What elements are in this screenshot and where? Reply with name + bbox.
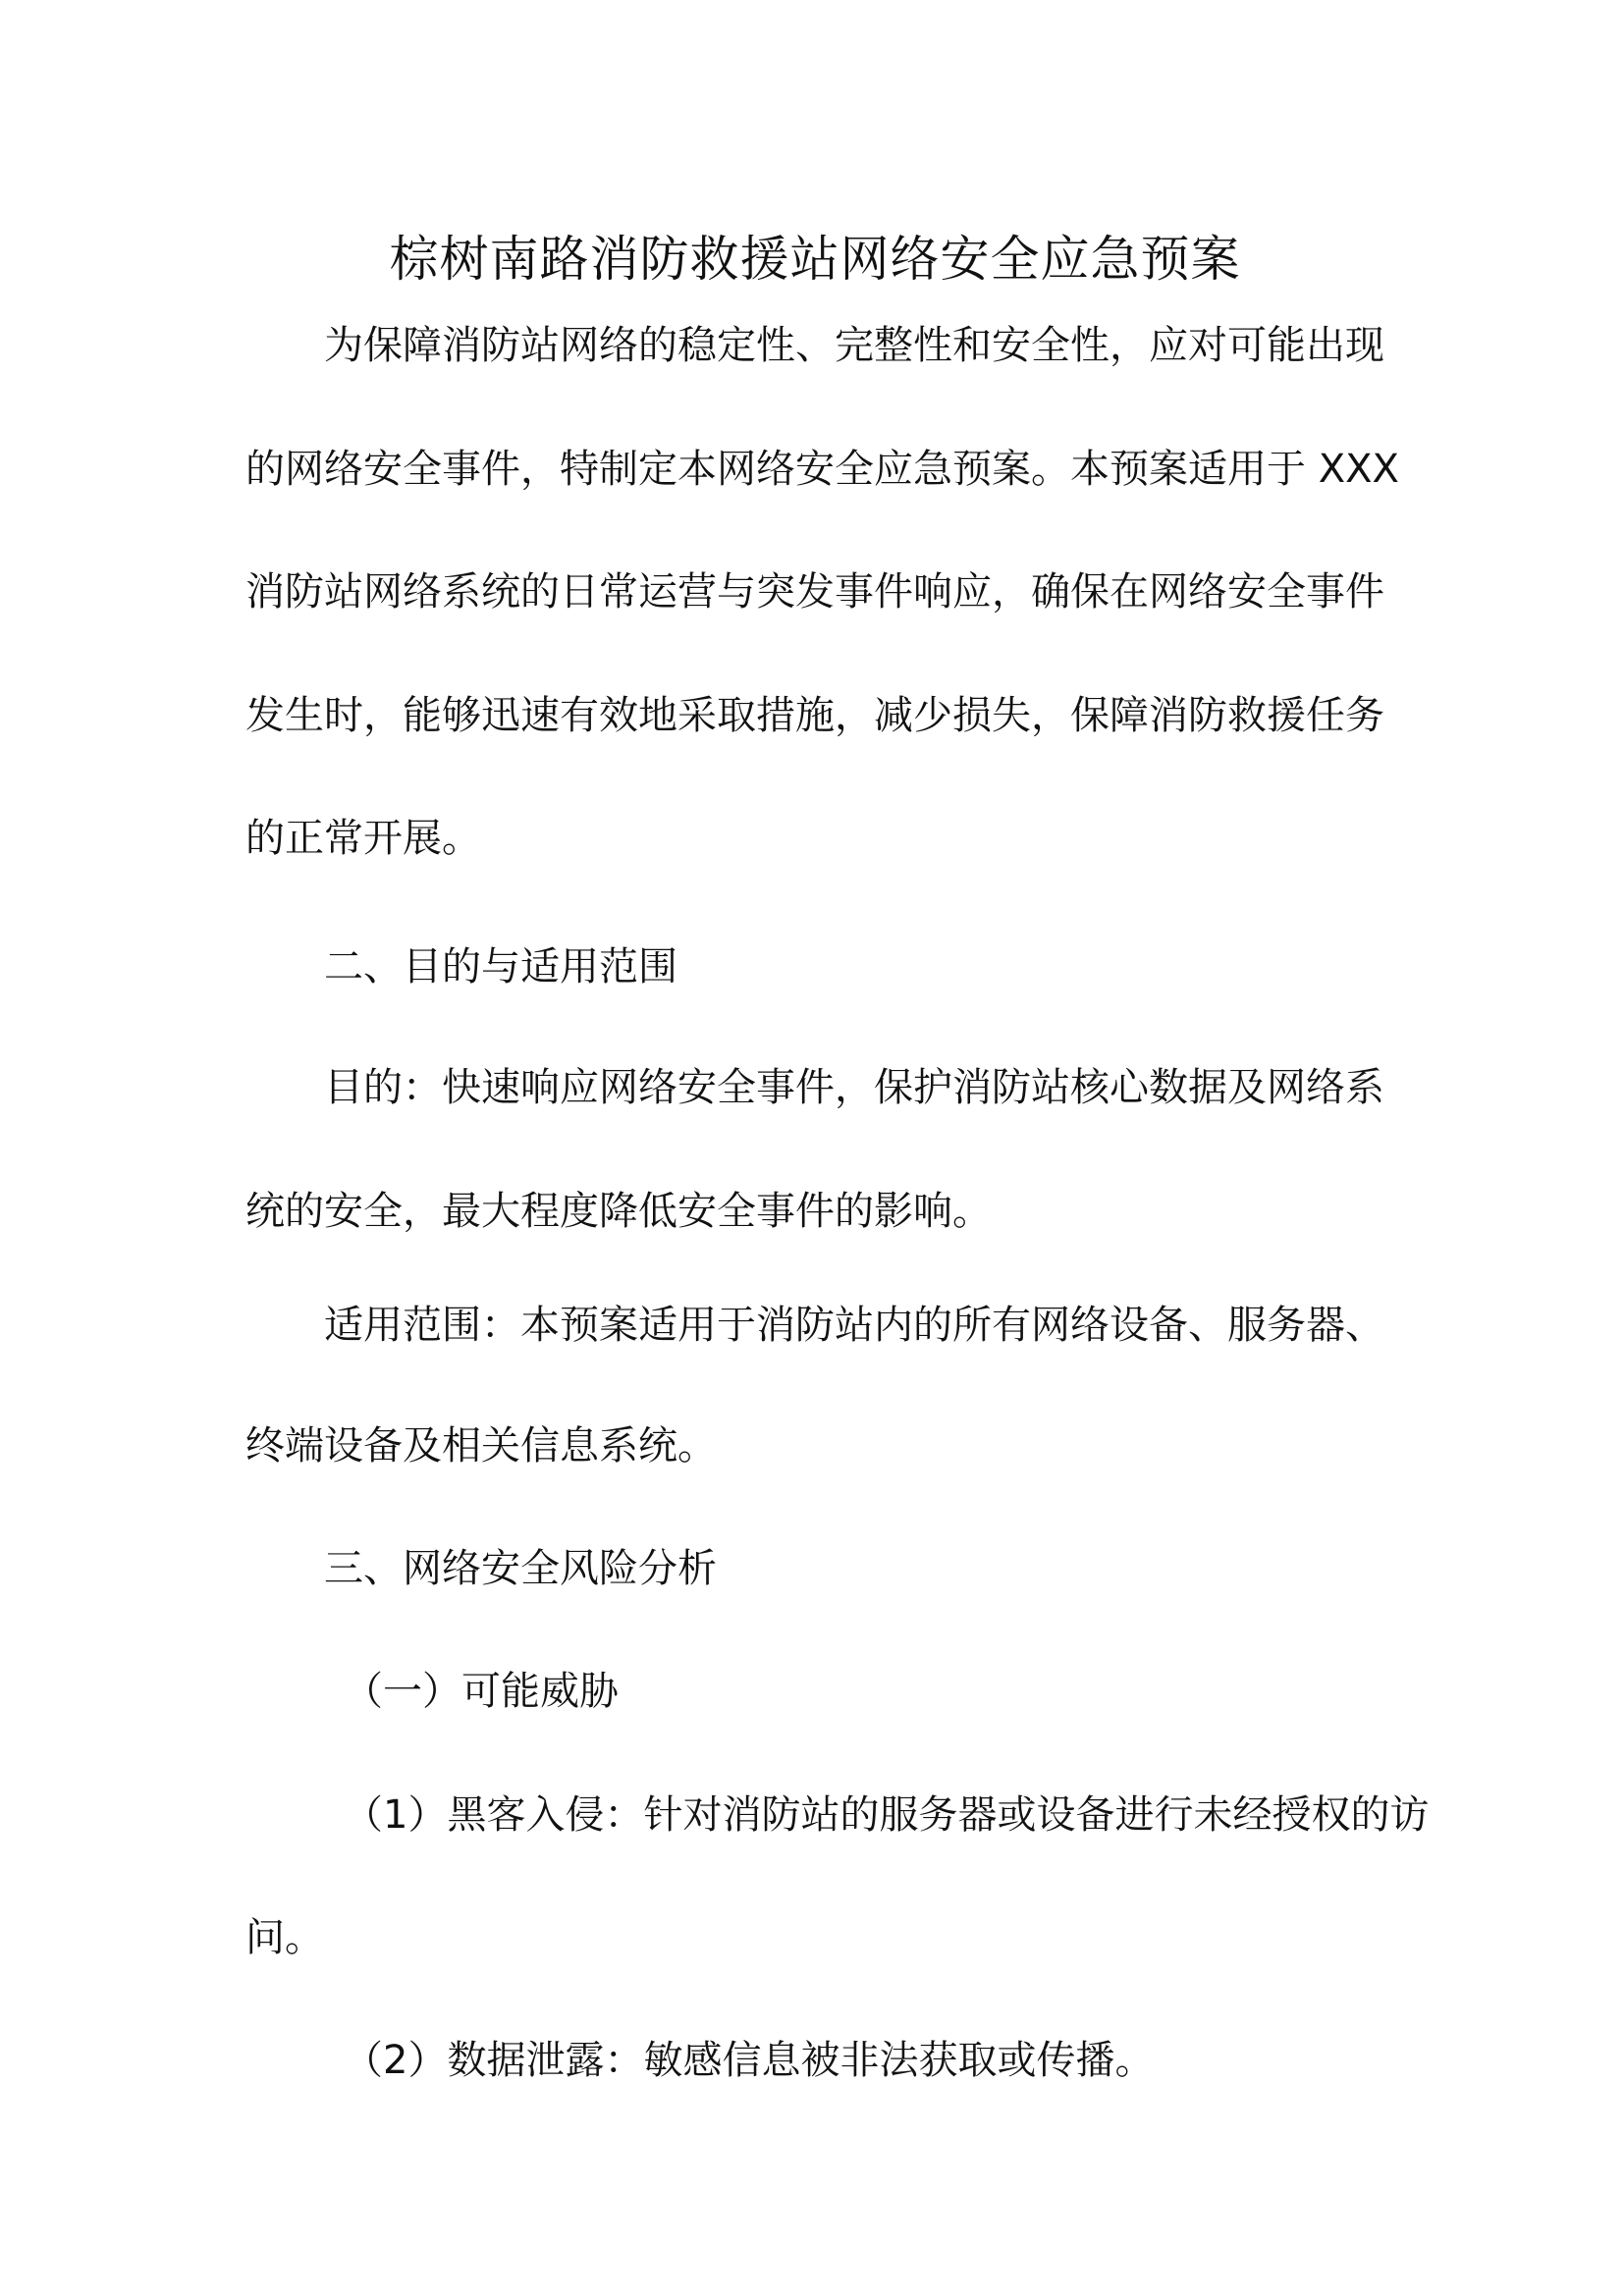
scope-line-1: 适用范围：本预案适用于消防站内的所有网络设备、服务器、 xyxy=(324,1303,1384,1348)
intro-line-5: 的正常开展。 xyxy=(245,816,481,861)
section2-heading: 二、目的与适用范围 xyxy=(324,944,677,989)
purpose-line-1: 目的：快速响应网络安全事件，保护消防站核心数据及网络系 xyxy=(324,1065,1384,1110)
item1-line-1: （1）黑客入侵：针对消防站的服务器或设备进行未经授权的访 xyxy=(344,1792,1430,1838)
intro-line-4: 发生时，能够迅速有效地采取措施，减少损失，保障消防救援任务 xyxy=(245,693,1384,738)
intro-line-3: 消防站网络系统的日常运营与突发事件响应，确保在网络安全事件 xyxy=(245,569,1384,614)
intro-line-2: 的网络安全事件，特制定本网络安全应急预案。本预案适用于 XXX xyxy=(245,447,1399,492)
item2-line-1: （2）数据泄露：敏感信息被非法获取或传播。 xyxy=(344,2038,1155,2083)
purpose-line-2: 统的安全，最大程度降低安全事件的影响。 xyxy=(245,1189,992,1234)
section3-subheading: （一）可能威胁 xyxy=(344,1669,619,1714)
scope-line-2: 终端设备及相关信息系统。 xyxy=(245,1423,717,1468)
section3-heading: 三、网络安全风险分析 xyxy=(324,1546,717,1591)
intro-line-1: 为保障消防站网络的稳定性、完整性和安全性，应对可能出现 xyxy=(324,323,1384,368)
document-title: 棕树南路消防救援站网络安全应急预案 xyxy=(389,231,1241,288)
item1-line-2: 问。 xyxy=(245,1915,324,1960)
